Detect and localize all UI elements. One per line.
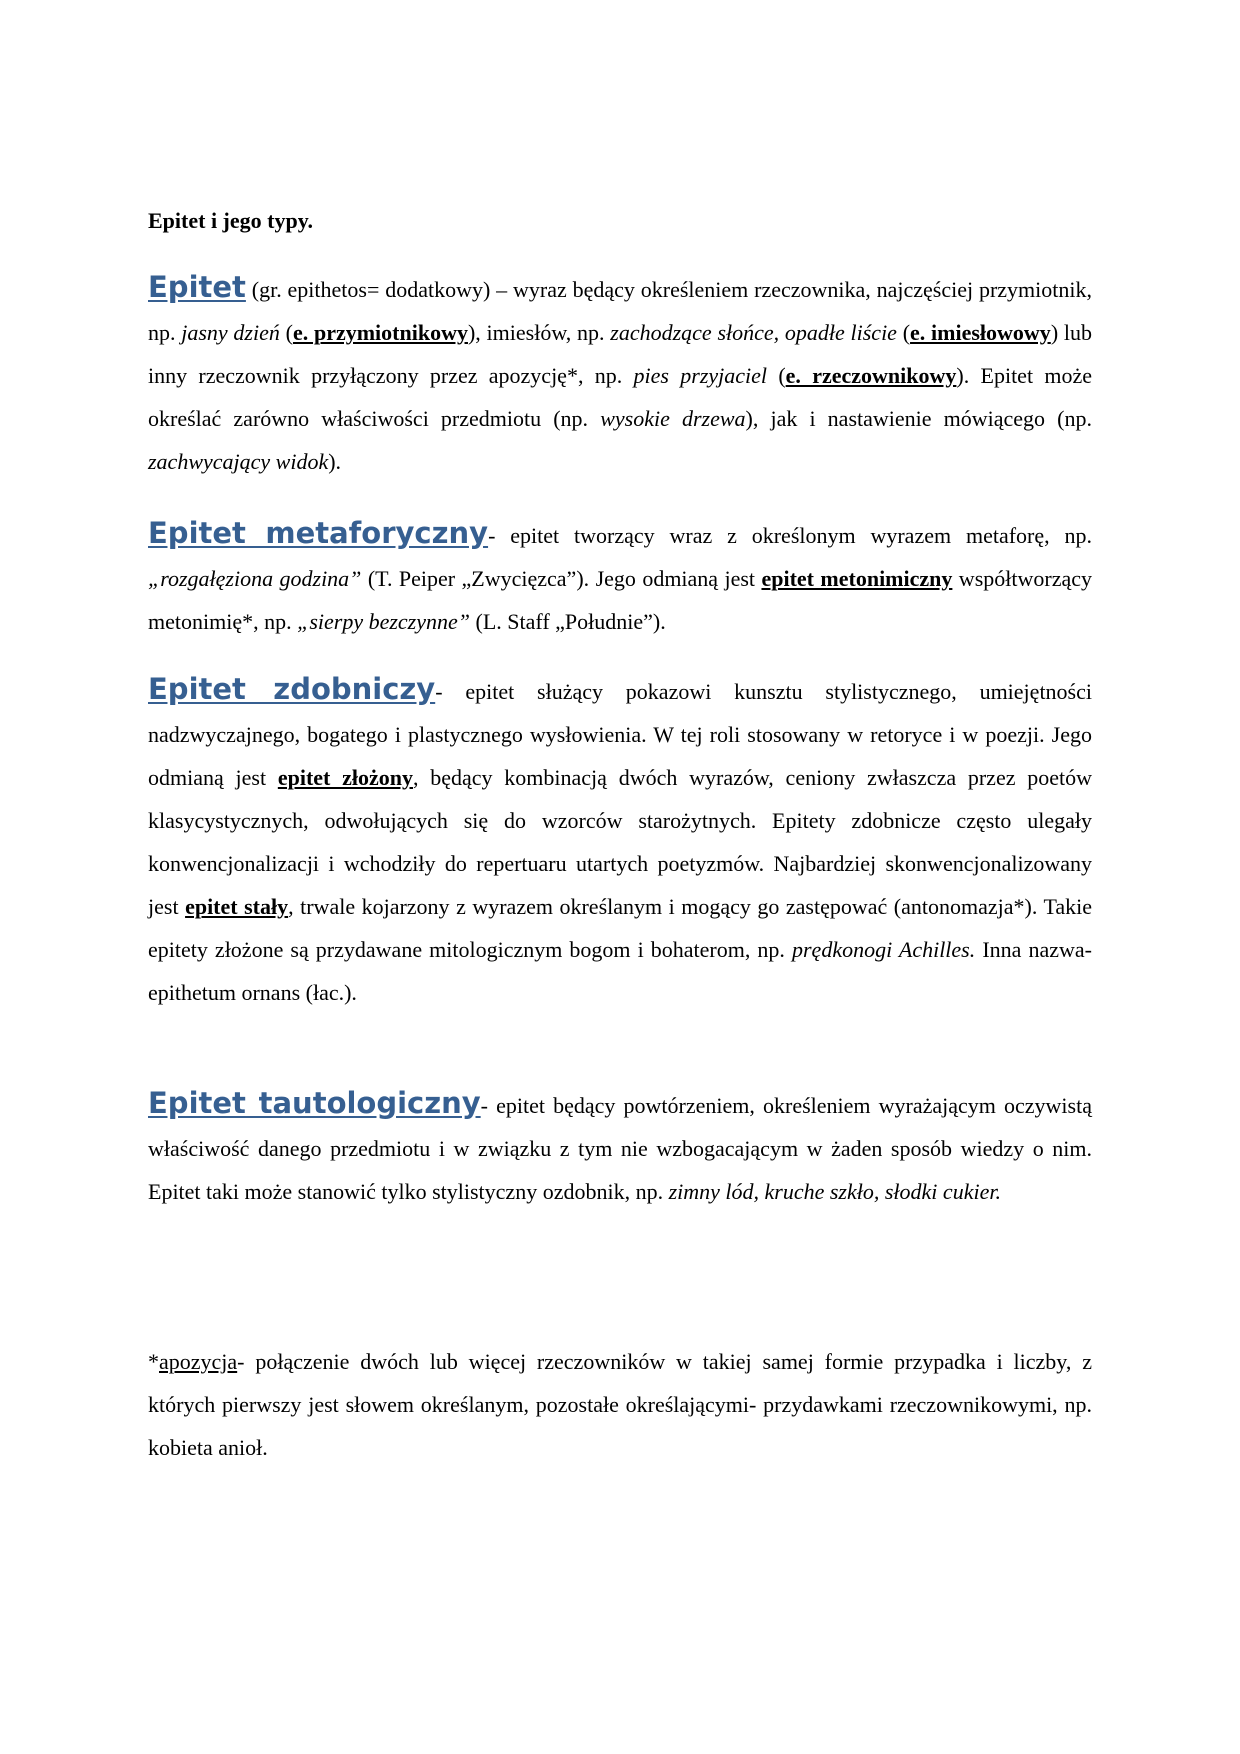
example: zachodzące słońce, opadłe liście: [610, 320, 897, 345]
text: (: [896, 320, 911, 345]
text: (: [279, 320, 293, 345]
text: (: [767, 363, 786, 388]
term-epitet: Epitet: [148, 270, 246, 304]
footnote-star: *: [148, 1349, 159, 1374]
term-epitet-tautologiczny: Epitet tautologiczny: [148, 1086, 481, 1120]
text: , będący kombinacją dwóch wyrazów, ceniony zwłaszcza przez poetów klasycystycznych, odwołujących się do wzorców starożytnych. Epitety zdobnicze często ulegały konwencjonalizacji i wchodziły do repertuaru utartych poetyzmów. Najbardziej skonwencjonalizowany jest: [148, 765, 1093, 919]
keyword-epitet-staly: epitet stały: [185, 894, 289, 919]
keyword-e-przymiotnikowy: e. przymiotnikowy: [292, 320, 468, 345]
example: prędkonogi Achilles.: [792, 937, 976, 962]
footnote: [148, 1340, 1092, 1469]
section-epitet-tautologiczny: [148, 1082, 1092, 1213]
text: Inna nazwa- epithetum ornans (łac.).: [148, 937, 1092, 1005]
section-epitet: [148, 266, 1092, 483]
example: zimny lód, kruche szkło, słodki cukier.: [668, 1179, 1001, 1204]
section-epitet-zdobniczy: [148, 668, 1092, 1014]
example: „rozgałęziona godzina”: [148, 566, 362, 591]
footnote-text: - połączenie dwóch lub więcej rzeczowników w takiej samej formie przypadka i liczby, z których pierwszy jest słowem określanym, pozostałe określającymi- przydawkami rzeczownikowymi, np. kobieta anioł.: [148, 1349, 1092, 1460]
text: , trwale kojarzony z wyrazem określanym i mogący go zastępować (antonomazja*). Takie epitety złożone są przydawane mitologicznym bogom i bohaterom, np.: [148, 894, 1092, 962]
document-title: Epitet i jego typy.: [148, 208, 313, 233]
example: pies przyjaciel: [633, 363, 768, 388]
term-epitet-metaforyczny: Epitet metaforyczny: [148, 516, 489, 550]
text: (L. Staff „Południe”).: [470, 609, 666, 634]
text: (gr. epithetos= dodatkowy) – wyraz będący określeniem rzeczownika, najczęściej przymiotnik, np.: [148, 277, 1092, 345]
example: wysokie drzewa: [600, 406, 746, 431]
term-epitet-zdobniczy: Epitet zdobniczy: [148, 672, 436, 706]
keyword-e-imieslowowy: e. imiesłowowy: [910, 320, 1051, 345]
example: zachwycający widok: [148, 449, 329, 474]
keyword-epitet-metonimiczny: epitet metonimiczny: [761, 566, 953, 591]
keyword-epitet-zlozony: epitet złożony: [277, 765, 413, 790]
text: ) lub inny rzeczownik przyłączony przez apozycję*, np.: [148, 320, 1092, 388]
example: jasny dzień: [181, 320, 280, 345]
example: „sierpy bezczynne”: [297, 609, 471, 634]
keyword-e-rzeczownikowy: e. rzeczownikowy: [785, 363, 957, 388]
text: - epitet tworzący wraz z określonym wyrazem metaforę, np.: [488, 523, 1092, 548]
text: ).: [328, 449, 342, 474]
footnote-term: apozycja: [159, 1349, 238, 1374]
section-epitet-metaforyczny: [148, 512, 1092, 643]
text: ), jak i nastawienie mówiącego (np.: [745, 406, 1092, 431]
text: współtworzący metonimię*, np.: [148, 566, 1092, 634]
text: - epitet będący powtórzeniem, określeniem wyrażającym oczywistą właściwość danego przedmiotu i w związku z tym nie wzbogacającym w żaden sposób wiedzy o nim. Epitet taki może stanowić tylko stylistyczny ozdobnik, np.: [148, 1093, 1092, 1204]
text: ). Epitet może określać zarówno właściwości przedmiotu (np.: [148, 363, 1092, 431]
text: ), imiesłów, np.: [467, 320, 611, 345]
text: - epitet służący pokazowi kunsztu stylistycznego, umiejętności nadzwyczajnego, bogatego i plastycznego wysłowienia. W tej roli stosowany w retoryce i w poezji. Jego odmianą jest: [148, 679, 1092, 790]
text: (T. Peiper „Zwycięzca”). Jego odmianą jest: [361, 566, 762, 591]
